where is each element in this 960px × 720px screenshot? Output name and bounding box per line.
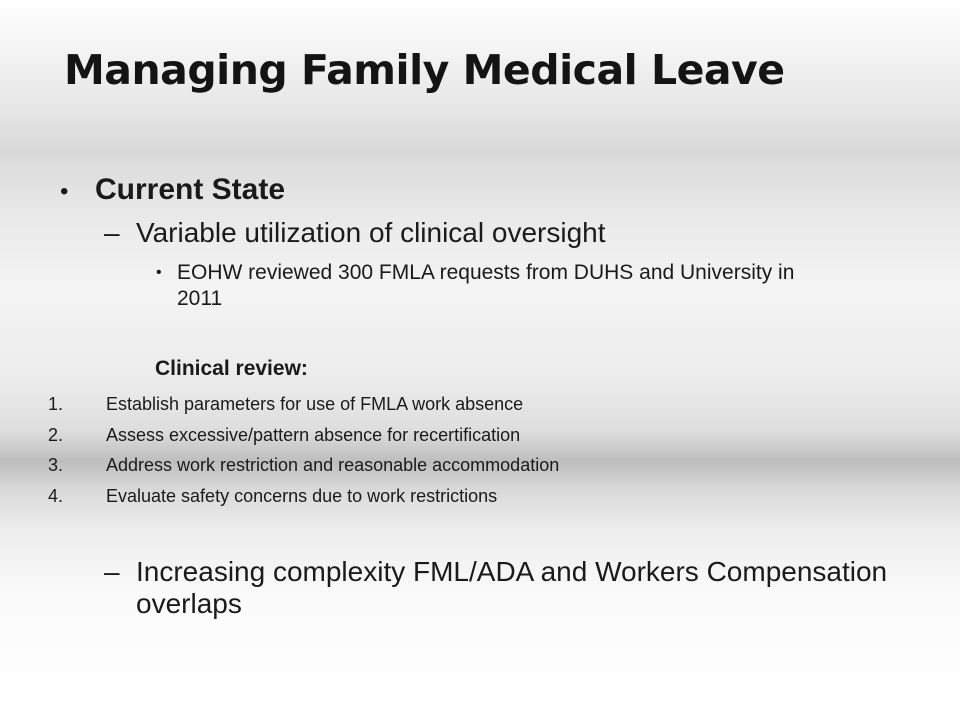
dash-icon: –: [104, 556, 120, 587]
clinical-review-label: Clinical review:: [155, 357, 308, 380]
list-text: Assess excessive/pattern absence for recertification: [106, 424, 521, 445]
list-number: 2.: [48, 424, 64, 445]
bullet-dot-icon: •: [156, 264, 162, 281]
list-text: Evaluate safety concerns due to work restrictions: [106, 485, 498, 506]
sub-sub-bullet-text: EOHW reviewed 300 FMLA requests from DUHS and University in 2011: [177, 261, 795, 310]
list-number: 3.: [48, 455, 64, 475]
bullet-dot-icon: •: [60, 178, 69, 205]
sub-bullet-text: Increasing complexity FML/ADA and Workers Compensation overlaps: [136, 556, 888, 620]
list-text: Establish parameters for use of FMLA work absence: [106, 394, 524, 414]
list-number: 4.: [48, 485, 64, 506]
slide-title: Managing Family Medical Leave: [64, 46, 785, 94]
dash-icon: –: [104, 217, 120, 248]
bullet-text: Current State: [95, 173, 286, 206]
sub-bullet-text: Variable utilization of clinical oversight: [136, 217, 606, 248]
list-number: 1.: [48, 394, 64, 414]
list-text: Address work restriction and reasonable accommodation: [106, 455, 560, 475]
